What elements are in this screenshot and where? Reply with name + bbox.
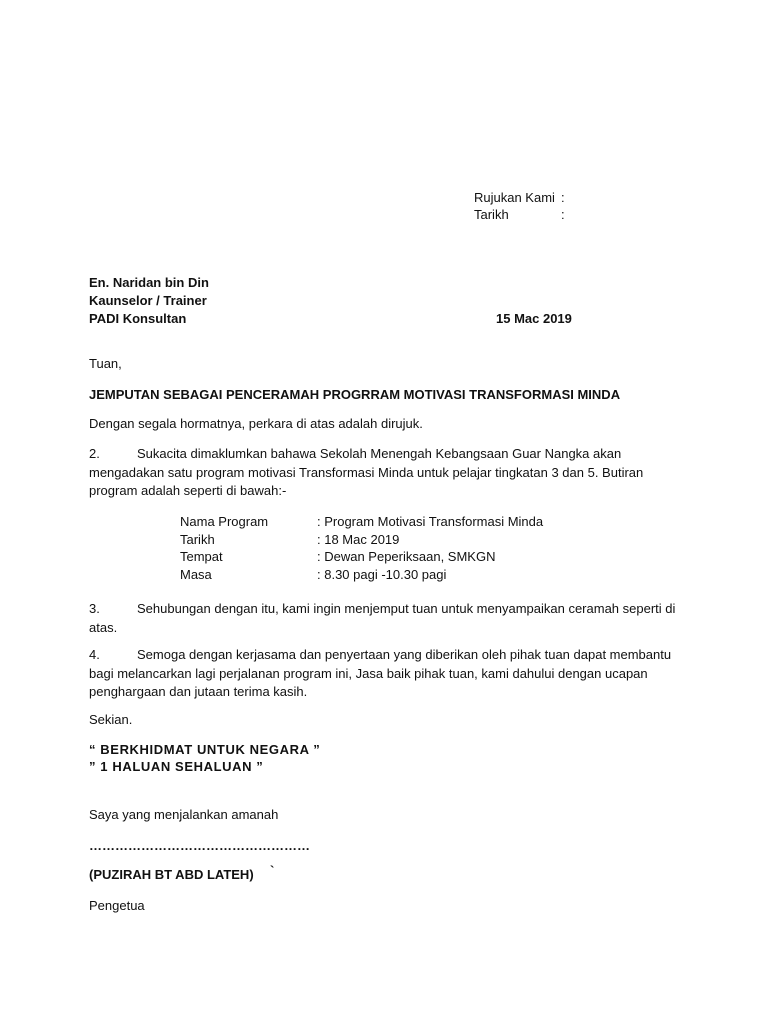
detail-row (180, 531, 543, 549)
opening-line: Dengan segala hormatnya, perkara di atas adalah dirujuk. (89, 416, 423, 431)
paragraph-text: Semoga dengan kerjasama dan penyertaan yang diberikan oleh pihak tuan dapat membantu bagi melancarkan lagi perjalanan program ini, Jasa baik pihak tuan, kami dahului dengan ucapan penghargaan dan jutaan terima kasih. (89, 647, 672, 699)
detail-row (180, 513, 543, 531)
detail-row (180, 566, 543, 584)
motto-line-2: ” 1 HALUAN SEHALUAN ” (89, 759, 264, 774)
salutation: Tuan, (89, 356, 122, 371)
paragraph-2 (89, 445, 689, 501)
signature-intro: Saya yang menjalankan amanah (89, 807, 279, 822)
detail-value: : Dewan Peperiksaan, SMKGN (317, 549, 496, 564)
detail-value: : 8.30 pagi -10.30 pagi (317, 566, 447, 582)
letter-date: 15 Mac 2019 (496, 311, 572, 326)
signature-dotted-line: …………………………………………… (89, 838, 310, 853)
subject-heading: JEMPUTAN SEBAGAI PENCERAMAH PROGRRAM MOTIVASI TRANSFORMASI MINDA (89, 387, 621, 402)
recipient-title: Kaunselor / Trainer (89, 293, 207, 308)
tarikh-label: Tarikh (474, 207, 509, 222)
paragraph-text: Sukacita dimaklumkan bahawa Sekolah Menengah Kebangsaan Guar Nangka akan mengadakan satu program motivasi Transformasi Minda untuk pelajar tingkatan 3 dan 5. Butiran program adalah seperti di bawah:- (89, 446, 644, 498)
detail-label: Nama Program (180, 514, 269, 529)
detail-label: Masa (180, 566, 212, 582)
rujukan-label: Rujukan Kami (474, 190, 555, 205)
paragraph-number: 4. (89, 647, 100, 662)
detail-label: Tempat (180, 549, 223, 564)
detail-row (180, 548, 543, 566)
signatory-position: Pengetua (89, 898, 145, 913)
signatory-name: (PUZIRAH BT ABD LATEH) (89, 867, 254, 882)
reference-tarikh (474, 206, 565, 223)
tarikh-colon: : (561, 207, 565, 222)
motto-line-1: “ BERKHIDMAT UNTUK NEGARA ” (89, 742, 321, 757)
rujukan-colon: : (561, 190, 565, 205)
paragraph-text: Sehubungan dengan itu, kami ingin menjemput tuan untuk menyampaikan ceramah seperti di atas. (89, 601, 676, 635)
paragraph-number: 3. (89, 601, 100, 616)
reference-rujukan (474, 189, 565, 206)
closing-word: Sekian. (89, 712, 133, 727)
program-details (180, 513, 543, 583)
stray-backtick-mark: ` (270, 863, 275, 878)
paragraph-number: 2. (89, 446, 100, 461)
detail-value: : Program Motivasi Transformasi Minda (317, 514, 544, 529)
detail-label: Tarikh (180, 531, 215, 547)
recipient-company: PADI Konsultan (89, 311, 187, 326)
paragraph-4 (89, 646, 689, 702)
paragraph-3 (89, 600, 689, 637)
detail-value: : 18 Mac 2019 (317, 531, 400, 547)
recipient-name: En. Naridan bin Din (89, 275, 209, 290)
